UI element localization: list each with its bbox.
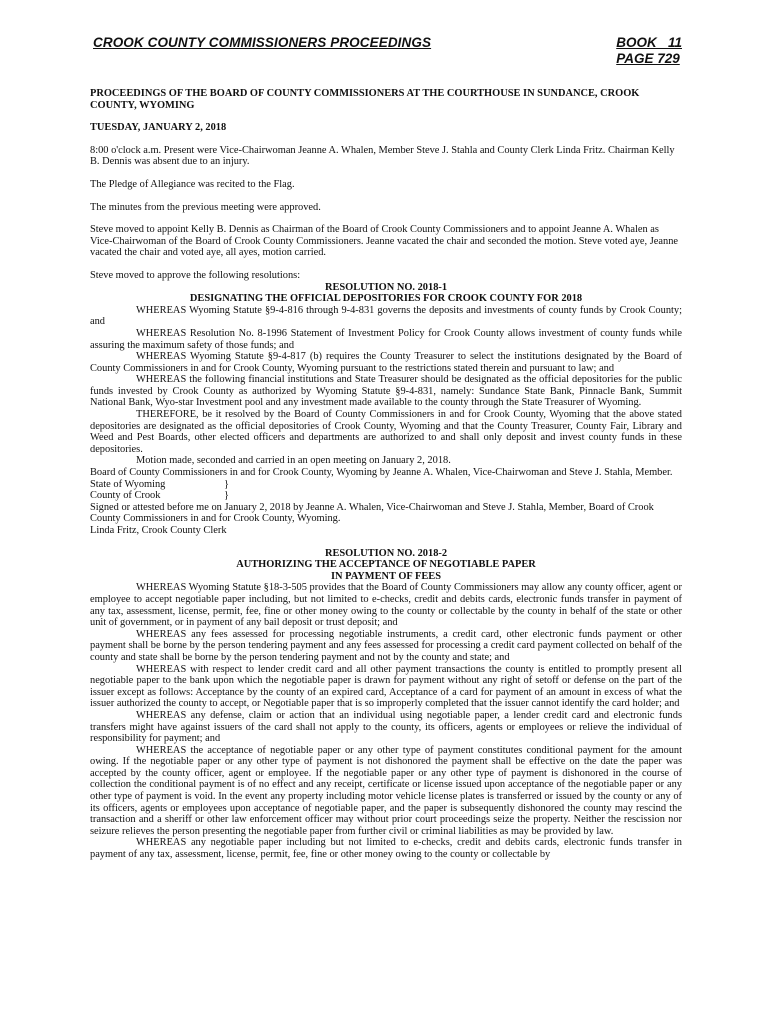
resolutions-intro: Steve moved to approve the following resolutions: — [90, 269, 301, 281]
minutes-paragraph: The minutes from the previous meeting were approved. — [90, 201, 321, 213]
book-number: BOOK 11 — [616, 35, 682, 50]
resolution-1-clause: WHEREAS the following financial institutions and State Treasurer should be designated as the official depositories for the public funds invested by Crook County as authorized by Wyoming Statute §9-4-831, namely: Sundance State Bank, Pinnacle Bank, Summit National Bank, Wyo-star Investment pool and any investment made available to the county through the State Treasurer of Wyoming. — [90, 374, 682, 409]
document-header-title: CROOK COUNTY COMMISSIONERS PROCEEDINGS — [93, 35, 432, 50]
resolution-2-clause: WHEREAS any fees assessed for processing negotiable instruments, a credit card, other electronic funds payment or other payment shall be borne by the person tendering payment and any fees assessed for processing a credit card payment collected on behalf of the county and state shall be borne by the person tendering payment and not by the county and state; and — [90, 628, 682, 663]
pledge-paragraph: The Pledge of Allegiance was recited to the Flag. — [90, 178, 295, 190]
appointment-paragraph: Steve moved to appoint Kelly B. Dennis as Chairman of the Board of Crook County Commissioners and to appoint Jeanne A. Whalen as Vice-Chairwoman of the Board of Crook County Commissioners. Jeanne vacated the chair and seconded the motion. Steve voted aye, Jeanne vacated the chair and voted aye, all ayes, motion carried. — [90, 224, 679, 259]
county-brace: } — [224, 490, 229, 502]
resolution-2-clause: WHEREAS with respect to lender credit card and all other payment transactions the county is entitled to promptly present all negotiable paper to the bank upon which the negotiable paper is drawn for payment without any right of setoff or defense on the part of the issuer except as follows: Acceptance by the county of an expired card, Acceptance of a card for payment of an amount in excess of what the issuer authorized the county to accept, or Negotiable paper that is so improperly completed that the issuer cannot identify the card holder; and — [90, 663, 682, 710]
attendance-paragraph: 8:00 o'clock a.m. Present were Vice-Chairwoman Jeanne A. Whalen, Member Steve J. Stahla and County Clerk Linda Fritz. Chairman Kelly B. Dennis was absent due to an injury. — [90, 144, 675, 168]
state-brace: } — [224, 478, 229, 490]
resolution-2-clause: WHEREAS Wyoming Statute §18-3-505 provides that the Board of County Commissioners may allow any county officer, agent or employee to accept negotiable paper including, but not limited to e-checks, credit and debits cards, electronic funds transfer in payment of any tax, assessment, license, permit, fee, fine or other money owing to the county or collectable by the county in behalf of the state or other unit of government, or in payment of any bail deposit or trust deposit; and — [90, 582, 682, 629]
resolution-1-motion: Motion made, seconded and carried in an open meeting on January 2, 2018. — [136, 455, 451, 467]
resolution-1-board: Board of County Commissioners in and for Crook County, Wyoming by Jeanne A. Whalen, Vice-Chairwoman and Steve J. Stahla, Member. — [90, 467, 673, 479]
county-line — [90, 490, 682, 502]
resolution-2-title: IN PAYMENT OF FEES — [331, 570, 441, 582]
document-body — [90, 88, 682, 861]
resolution-2-title: AUTHORIZING THE ACCEPTANCE OF NEGOTIABLE PAPER — [236, 559, 536, 571]
book-page-reference — [616, 35, 682, 67]
attestation-statement: Signed or attested before me on January 2, 2018 by Jeanne A. Whalen, Vice-Chairwoman and Steve J. Stahla, Member, Board of Crook County Commissioners in and for Crook County, Wyoming. — [90, 501, 654, 525]
county-label: County of Crook — [90, 490, 161, 502]
meeting-date: TUESDAY, JANUARY 2, 2018 — [90, 122, 227, 134]
resolution-1-number: RESOLUTION NO. 2018-1 — [324, 281, 448, 293]
resolution-1-clause: WHEREAS Resolution No. 8-1996 Statement of Investment Policy for Crook County allows investment of county funds while assuring the maximum safety of those funds; and — [90, 327, 682, 351]
resolution-1-title: DESIGNATING THE OFFICIAL DEPOSITORIES FOR CROOK COUNTY FOR 2018 — [189, 293, 583, 305]
resolution-1-clause: WHEREAS Wyoming Statute §9-4-816 through 9-4-831 governs the deposits and investments of county funds by Crook County; and — [90, 304, 682, 328]
resolution-2-clause: WHEREAS any defense, claim or action that an individual using negotiable paper, a lender credit card and electronic funds transfers might have against issuers of the card shall not apply to the county, its officers, agents or employees or relieve the individual of responsibility for payment; and — [90, 709, 682, 745]
resolution-2-clause: WHEREAS any negotiable paper including but not limited to e-checks, credit and debits cards, electronic funds transfer in payment of any tax, assessment, license, permit, fee, fine or other money owing to the county or collectable by — [90, 837, 682, 861]
state-label: State of Wyoming — [90, 478, 166, 490]
page-number: PAGE 729 — [616, 51, 680, 66]
proceedings-heading: PROCEEDINGS OF THE BOARD OF COUNTY COMMISSIONERS AT THE COURTHOUSE IN SUNDANCE, CROOK COUNTY, WYOMING — [90, 88, 640, 111]
clerk-signature: Linda Fritz, Crook County Clerk — [90, 525, 227, 536]
resolution-2-clause: WHEREAS the acceptance of negotiable paper or any other type of payment constitutes conditional payment for the amount owing. If the negotiable paper or any other type of payment is not dishonored the payment shall be effective on the date the paper was accepted by the county officer, agent or employee. If the negotiable paper or any other type of payment is dishonored in the course of collection the conditional payment is of no effect and any receipt, certificate or license issued upon acceptance of the negotiable paper or any other type of payment is void. In the event any property including motor vehicle license plates is transferred or issued by the county or any of its officers, agents or employees upon acceptance of negotiable paper, and the paper is subsequently dishonored the county may rescind the transaction and a sheriff or other law enforcement officer may without prior court proceedings seize the property. Neither the rescission nor seizure relieves the person presenting the negotiable paper from further civil or criminal liabilities as may be provided by law. — [90, 744, 682, 837]
resolution-2-number: RESOLUTION NO. 2018-2 — [324, 547, 448, 559]
resolution-1-clause: WHEREAS Wyoming Statute §9-4-817 (b) requires the County Treasurer to select the institutions designated by the Board of County Commissioners in and for Crook County, Wyoming pursuant to the restrictions stated therein and pursuant to law; and — [90, 351, 682, 374]
resolution-1-clause: THEREFORE, be it resolved by the Board of County Commissioners in and for Crook County, Wyoming that the above stated depositories are designated as the official depositories of Crook County, Wyoming and that the County Treasurer, County Fair, Library and Weed and Pest Boards, other elected officers and departments are authorized to and shall only deposit and invest county funds in these depositories. — [90, 409, 682, 455]
state-line — [90, 479, 682, 491]
